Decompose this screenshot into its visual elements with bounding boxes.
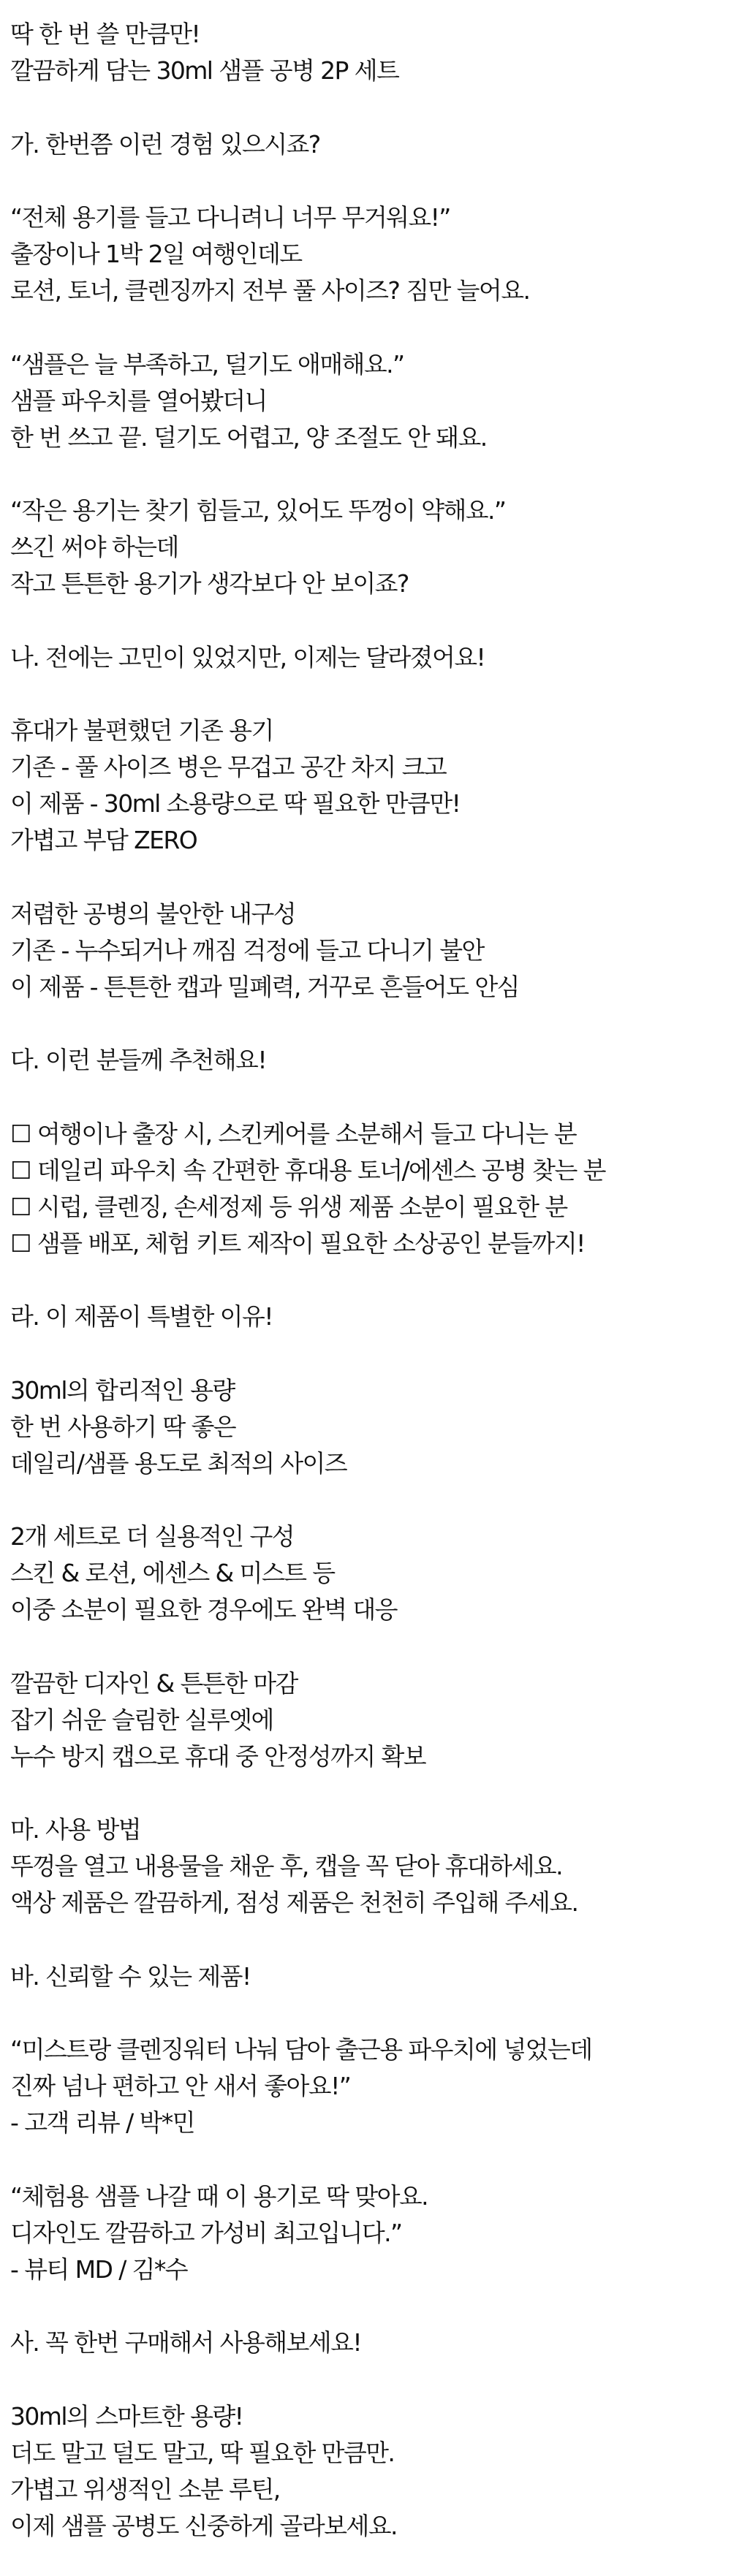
- paragraph-ba-review-2: [10, 2178, 731, 2288]
- paragraph-ga-quote-3: [10, 493, 731, 602]
- paragraph-na-compare-1: [10, 713, 731, 859]
- text-line: 기존 - 풀 사이즈 병은 무겁고 공간 차지 크고: [10, 753, 447, 781]
- text-line: 저렴한 공병의 불안한 내구성: [10, 899, 296, 928]
- text-line: 바. 신뢰할 수 있는 제품!: [10, 1961, 251, 1991]
- text-line: 딱 한 번 쓸 만큼만!: [10, 20, 200, 48]
- text-line: 쓰긴 써야 하는데: [10, 533, 178, 561]
- paragraph-ga-quote-2: [10, 346, 731, 456]
- text-line: 나. 전에는 고민이 있었지만, 이제는 달라졌어요!: [10, 642, 485, 672]
- text-line: “샘플은 늘 부족하고, 덜기도 애매해요.”: [10, 349, 404, 379]
- text-line: 깔끔하게 담는 30ml 샘플 공병 2P 세트: [10, 56, 399, 85]
- paragraph-ra-point-3: [10, 1665, 731, 1775]
- text-line: 작고 튼튼한 용기가 생각보다 안 보이죠?: [10, 569, 409, 598]
- text-line: 라. 이 제품이 특별한 이유!: [10, 1302, 273, 1331]
- text-line: 다. 이런 분들께 추천해요!: [10, 1046, 266, 1074]
- text-line: 디자인도 깔끔하고 가성비 최고입니다.”: [10, 2218, 402, 2247]
- text-line: “전체 용기를 들고 다니려니 너무 무거워요!”: [10, 203, 450, 232]
- paragraph-section-ma-usage: [10, 1812, 731, 1921]
- paragraph-sa-closing: [10, 2398, 731, 2545]
- text-line: ☐ 데일리 파우치 속 간편한 휴대용 토너/에센스 공병 찾는 분: [10, 1155, 605, 1185]
- text-line: 휴대가 불편했던 기존 용기: [10, 716, 273, 745]
- paragraph-da-checklist: [10, 1116, 731, 1262]
- text-line: ☐ 여행이나 출장 시, 스킨케어를 소분해서 들고 다니는 분: [10, 1119, 577, 1148]
- text-line: 샘플 파우치를 열어봤더니: [10, 386, 267, 415]
- text-line: 가. 한번쯤 이런 경험 있으시죠?: [10, 129, 320, 159]
- text-line: 30ml의 합리적인 용량: [10, 1375, 235, 1405]
- paragraph-section-ba-heading: [10, 1958, 731, 1995]
- paragraph-na-compare-2: [10, 896, 731, 1006]
- paragraph-section-ga-heading: [10, 126, 731, 163]
- text-line: 깔끔한 디자인 & 튼튼한 마감: [10, 1668, 298, 1698]
- text-line: 사. 꼭 한번 구매해서 사용해보세요!: [10, 2328, 361, 2357]
- paragraph-ra-point-1: [10, 1372, 731, 1482]
- text-line: - 뷰티 MD / 김*수: [10, 2254, 188, 2284]
- text-line: 가볍고 부담 ZERO: [10, 826, 197, 854]
- text-line: 액상 제품은 깔끔하게, 점성 제품은 천천히 주입해 주세요.: [10, 1888, 578, 1917]
- paragraph-intro: [10, 16, 731, 89]
- text-line: 누수 방지 캡으로 휴대 중 안정성까지 확보: [10, 1741, 426, 1771]
- text-line: “미스트랑 클렌징워터 나눠 담아 출근용 파우치에 넣었는데: [10, 2035, 592, 2064]
- text-line: 한 번 사용하기 딱 좋은: [10, 1412, 236, 1441]
- paragraph-ga-quote-1: [10, 200, 731, 309]
- text-line: - 고객 리뷰 / 박*민: [10, 2108, 194, 2137]
- text-line: 데일리/샘플 용도로 최적의 사이즈: [10, 1448, 347, 1478]
- text-line: “작은 용기는 찾기 힘들고, 있어도 뚜껑이 약해요.”: [10, 496, 506, 525]
- text-line: 한 번 쓰고 끝. 덜기도 어렵고, 양 조절도 안 돼요.: [10, 422, 487, 452]
- paragraph-ra-point-2: [10, 1519, 731, 1628]
- text-line: 출장이나 1박 2일 여행인데도: [10, 240, 302, 268]
- text-line: 가볍고 위생적인 소분 루틴,: [10, 2474, 280, 2504]
- text-line: “체험용 샘플 나갈 때 이 용기로 딱 맞아요.: [10, 2181, 428, 2211]
- paragraph-section-sa-heading: [10, 2325, 731, 2361]
- text-line: 기존 - 누수되거나 깨짐 걱정에 들고 다니기 불안: [10, 935, 484, 965]
- text-line: 30ml의 스마트한 용량!: [10, 2401, 243, 2431]
- paragraph-section-da-heading: [10, 1042, 731, 1079]
- text-line: 로션, 토너, 클렌징까지 전부 풀 사이즈? 짐만 늘어요.: [10, 276, 530, 305]
- text-line: 이 제품 - 튼튼한 캡과 밀폐력, 거꾸로 흔들어도 안심: [10, 972, 519, 1001]
- text-line: ☐ 시럽, 클렌징, 손세정제 등 위생 제품 소분이 필요한 분: [10, 1192, 567, 1221]
- paragraph-section-na-heading: [10, 639, 731, 676]
- text-line: 뚜껑을 열고 내용물을 채운 후, 캡을 꼭 닫아 휴대하세요.: [10, 1852, 563, 1880]
- paragraph-ba-review-1: [10, 2032, 731, 2141]
- text-line: ☐ 샘플 배포, 체험 키트 제작이 필요한 소상공인 분들까지!: [10, 1228, 585, 1258]
- text-line: 이중 소분이 필요한 경우에도 완벽 대응: [10, 1595, 397, 1624]
- paragraph-section-ra-heading: [10, 1299, 731, 1335]
- text-line: 잡기 쉬운 슬림한 실루엣에: [10, 1705, 273, 1734]
- text-line: 이제 샘플 공병도 신중하게 골라보세요.: [10, 2511, 397, 2540]
- text-line: 이 제품 - 30ml 소용량으로 딱 필요한 만큼만!: [10, 789, 461, 818]
- text-line: 2개 세트로 더 실용적인 구성: [10, 1522, 295, 1551]
- text-line: 스킨 & 로션, 에센스 & 미스트 등: [10, 1559, 335, 1587]
- text-line: 마. 사용 방법: [10, 1815, 141, 1844]
- text-line: 진짜 넘나 편하고 안 새서 좋아요!”: [10, 2072, 351, 2100]
- text-line: 더도 말고 덜도 말고, 딱 필요한 만큼만.: [10, 2438, 395, 2467]
